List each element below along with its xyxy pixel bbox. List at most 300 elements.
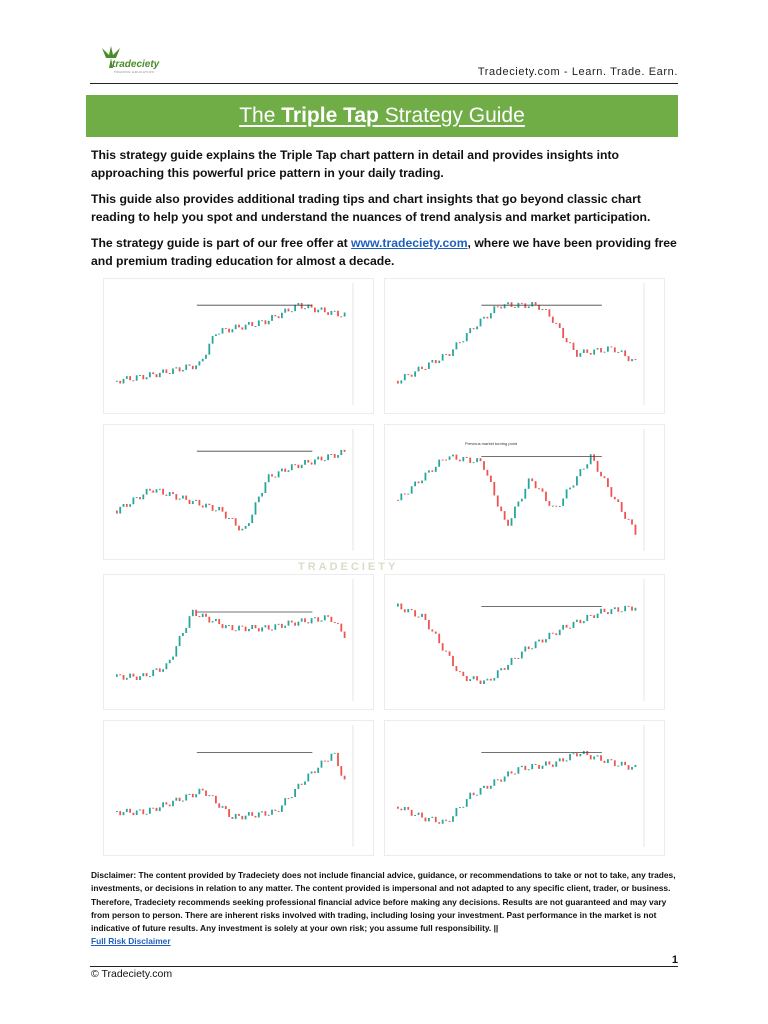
candle xyxy=(418,813,420,815)
candle xyxy=(218,619,220,624)
candle xyxy=(175,494,177,500)
intro-paragraph-2: This guide also provides additional trading tips and chart insights that go beyond classic chart reading to help you spot and understand the nuances of trend analysis and market participation. xyxy=(91,192,651,224)
candle xyxy=(189,500,191,504)
candle xyxy=(159,373,161,377)
candle xyxy=(337,455,339,458)
candle xyxy=(469,458,471,463)
candle xyxy=(483,786,485,788)
candle xyxy=(222,806,224,808)
candle xyxy=(294,464,296,465)
candle xyxy=(456,808,458,816)
candle xyxy=(524,303,526,308)
candle xyxy=(119,507,121,514)
candle xyxy=(569,754,571,760)
chart-example-8-candles xyxy=(385,721,665,856)
candle xyxy=(421,813,423,818)
candle xyxy=(235,325,237,330)
candle xyxy=(212,621,214,622)
candle xyxy=(631,607,633,611)
candle xyxy=(459,460,461,462)
candle xyxy=(397,381,399,384)
candle xyxy=(307,622,309,623)
candle xyxy=(449,354,451,356)
candle xyxy=(133,674,135,677)
candle xyxy=(278,624,280,625)
candle xyxy=(593,350,595,355)
candle xyxy=(265,811,267,815)
candle xyxy=(414,815,416,816)
candle xyxy=(586,349,588,353)
candle xyxy=(222,507,224,512)
candle xyxy=(493,779,495,786)
candle xyxy=(261,811,263,812)
candle xyxy=(334,311,336,312)
candle xyxy=(400,809,402,811)
candle xyxy=(597,755,599,756)
candle xyxy=(139,809,141,810)
candle xyxy=(442,354,444,361)
candle xyxy=(314,308,316,313)
candle xyxy=(268,321,270,324)
candle xyxy=(411,375,413,377)
candle xyxy=(215,510,217,511)
candle xyxy=(175,646,177,656)
candle xyxy=(185,794,187,800)
candle xyxy=(610,346,612,347)
candle xyxy=(500,307,502,309)
candle xyxy=(189,794,191,795)
candle xyxy=(535,764,537,765)
candle xyxy=(466,457,468,458)
candle xyxy=(271,810,273,815)
chart-example-7 xyxy=(103,720,374,856)
candle xyxy=(511,771,513,773)
candle xyxy=(119,674,121,675)
candle xyxy=(583,349,585,353)
candle xyxy=(205,355,207,359)
candle xyxy=(129,674,131,678)
candle xyxy=(116,811,118,812)
candle xyxy=(311,463,313,465)
candle xyxy=(136,497,138,498)
candle xyxy=(225,625,227,628)
candle xyxy=(169,373,171,374)
candle xyxy=(261,320,263,321)
candle xyxy=(404,609,406,612)
candle xyxy=(514,507,516,519)
candle xyxy=(228,329,230,333)
candle xyxy=(301,465,303,468)
candle xyxy=(569,628,571,629)
candle xyxy=(304,618,306,622)
candle xyxy=(576,753,578,756)
page-header xyxy=(90,44,678,84)
candle xyxy=(562,758,564,761)
candle xyxy=(298,465,300,469)
candle xyxy=(208,504,210,505)
candle xyxy=(334,753,336,754)
candle xyxy=(129,504,131,507)
candle xyxy=(552,765,554,767)
candle xyxy=(490,786,492,789)
candle xyxy=(169,660,171,664)
candle xyxy=(182,633,184,636)
candle xyxy=(298,622,300,626)
candle xyxy=(251,515,253,524)
candle xyxy=(159,489,161,490)
candle xyxy=(199,789,201,794)
candle xyxy=(166,663,168,669)
candle xyxy=(126,809,128,812)
candle xyxy=(555,633,557,635)
candle xyxy=(590,615,592,616)
candle xyxy=(311,771,313,773)
candle xyxy=(126,678,128,680)
candle xyxy=(528,769,530,770)
candle xyxy=(215,619,217,621)
chart-example-2-candles xyxy=(385,279,665,414)
candle xyxy=(314,617,316,618)
chart-example-5-candles xyxy=(104,575,374,710)
candle xyxy=(404,374,406,380)
candle xyxy=(438,460,440,467)
candle xyxy=(288,621,290,626)
candle xyxy=(274,315,276,316)
candle xyxy=(476,795,478,796)
candle xyxy=(241,626,243,627)
header-tagline: Tradeciety.com - Learn. Trade. Earn. xyxy=(477,66,678,78)
candle xyxy=(452,455,454,457)
candle xyxy=(324,615,326,620)
candle xyxy=(600,755,602,761)
candle xyxy=(428,363,430,370)
candle xyxy=(631,519,633,524)
risk-disclaimer: Disclaimer: The content provided by Tradeciety does not include financial advice, guidance, or recommendations to take or not to take, any trades, investments, or decisions in relation to any matter. The content provided is impersonal and not adapted to any specific client, trader, or business. Therefore, Tradeciety recommends seeking professional financial advice before making any decisions. Results are not guaranteed and may vary from person to person. There are inherent risks involved with trading, including losing your investment. Past performance in the market is not indicative of future results. Any investment is solely at your own risk; you assume full responsibility. || Full Risk Disclaimer xyxy=(91,870,676,947)
candle xyxy=(414,371,416,376)
candle xyxy=(507,302,509,304)
candle xyxy=(248,322,250,325)
candle xyxy=(321,457,323,461)
candle xyxy=(136,677,138,680)
chart-example-6-candles xyxy=(385,575,665,710)
candle xyxy=(538,640,540,642)
candle xyxy=(628,765,630,770)
candle xyxy=(146,673,148,676)
candle xyxy=(600,472,602,477)
candle xyxy=(268,815,270,816)
candle xyxy=(212,795,214,796)
candle xyxy=(524,646,526,651)
chart-example-8 xyxy=(384,720,665,856)
candle xyxy=(301,784,303,785)
candle xyxy=(284,469,286,472)
candle xyxy=(321,307,323,309)
candle xyxy=(604,761,606,763)
candle xyxy=(281,805,283,812)
candle xyxy=(504,511,506,520)
candle xyxy=(435,467,437,472)
candle xyxy=(480,788,482,795)
candle xyxy=(524,766,526,770)
candle xyxy=(518,658,520,659)
candle xyxy=(614,347,616,352)
candle xyxy=(407,494,409,495)
candle xyxy=(294,305,296,311)
candle xyxy=(166,802,168,804)
candle xyxy=(156,668,158,669)
candle xyxy=(241,327,243,329)
candle xyxy=(421,614,423,617)
candle xyxy=(487,470,489,476)
candle xyxy=(307,460,309,463)
candle xyxy=(175,798,177,801)
chart-example-3 xyxy=(103,424,374,560)
candle xyxy=(624,512,626,519)
candle xyxy=(449,821,451,822)
candle xyxy=(511,658,513,665)
candle xyxy=(480,681,482,684)
candle xyxy=(258,320,260,326)
candle xyxy=(490,313,492,318)
logo-name: tradeciety xyxy=(112,59,160,70)
candle xyxy=(340,624,342,632)
candle xyxy=(542,488,544,491)
candle xyxy=(535,641,537,648)
candle xyxy=(235,814,237,819)
candle xyxy=(621,611,623,612)
candle xyxy=(235,518,237,525)
candle xyxy=(590,454,592,464)
candle xyxy=(431,629,433,631)
candle xyxy=(573,753,575,754)
candle xyxy=(149,676,151,677)
candle xyxy=(195,610,197,616)
intro-paragraph-3: The strategy guide is part of our free offer at www.tradeciety.com, where we have been providing free and premium trading education for almost a decade. xyxy=(91,236,677,268)
candle xyxy=(542,766,544,769)
candle xyxy=(514,774,516,775)
candle xyxy=(146,489,148,495)
candle xyxy=(321,761,323,768)
candle xyxy=(507,771,509,776)
candle xyxy=(459,807,461,808)
candle xyxy=(438,634,440,643)
candle xyxy=(205,790,207,795)
chart-example-7-candles xyxy=(104,721,374,856)
candle xyxy=(621,502,623,512)
candle xyxy=(462,341,464,342)
chart-annotation: Previous market turning point xyxy=(465,441,518,446)
candle xyxy=(255,326,257,327)
candle xyxy=(304,460,306,465)
candle xyxy=(265,625,267,627)
candle xyxy=(139,375,141,376)
candle xyxy=(528,478,530,488)
candle xyxy=(172,657,174,660)
candle xyxy=(535,302,537,305)
candle xyxy=(271,630,273,631)
candle xyxy=(531,478,533,481)
candle xyxy=(182,370,184,372)
candle xyxy=(321,620,323,621)
full-risk-disclaimer-link[interactable]: Full Risk Disclaimer xyxy=(91,936,171,947)
candle xyxy=(288,309,290,312)
candle xyxy=(521,303,523,304)
candle xyxy=(604,476,606,478)
candle xyxy=(298,784,300,789)
candle xyxy=(493,306,495,313)
candle xyxy=(483,680,485,684)
candle xyxy=(555,761,557,766)
candle xyxy=(232,518,234,519)
candle xyxy=(445,820,447,821)
candle xyxy=(245,325,247,330)
candle xyxy=(195,500,197,501)
candle xyxy=(162,669,164,672)
candle xyxy=(291,464,293,470)
chart-example-2 xyxy=(384,278,665,414)
candle xyxy=(469,793,471,799)
candle xyxy=(600,348,602,352)
candle xyxy=(281,313,283,318)
candle xyxy=(552,633,554,634)
candle xyxy=(327,761,329,762)
candle xyxy=(497,779,499,780)
candle xyxy=(480,319,482,327)
candle xyxy=(291,797,293,798)
candle xyxy=(307,774,309,782)
candle xyxy=(142,809,144,814)
candle xyxy=(579,620,581,623)
candle xyxy=(573,343,575,350)
candle xyxy=(442,820,444,824)
candle xyxy=(159,807,161,811)
candle xyxy=(142,494,144,499)
candle xyxy=(438,822,440,824)
candle xyxy=(614,607,616,609)
candle xyxy=(614,760,616,766)
candle xyxy=(552,506,554,507)
candle xyxy=(281,469,283,472)
candle xyxy=(245,526,247,529)
candle xyxy=(548,501,550,506)
candle xyxy=(202,359,204,362)
candle xyxy=(317,617,319,621)
candle xyxy=(583,621,585,623)
candle xyxy=(552,317,554,323)
candle xyxy=(421,481,423,484)
candle xyxy=(621,350,623,352)
candle xyxy=(228,809,230,817)
copyright-text: © Tradeciety.com xyxy=(91,968,173,980)
tradeciety-link[interactable]: www.tradeciety.com xyxy=(351,236,468,250)
candle xyxy=(337,311,339,317)
candle xyxy=(146,377,148,379)
chart-example-3-candles xyxy=(104,425,374,560)
candle xyxy=(452,656,454,666)
candle xyxy=(566,489,568,498)
candle xyxy=(418,482,420,484)
candle xyxy=(324,460,326,461)
candle xyxy=(228,625,230,626)
candle xyxy=(265,320,267,324)
candle xyxy=(548,633,550,639)
candle xyxy=(288,798,290,799)
candle xyxy=(511,518,513,526)
candle xyxy=(268,474,270,482)
candle xyxy=(469,679,471,681)
candle xyxy=(258,497,260,503)
candle xyxy=(586,751,588,755)
candle xyxy=(528,646,530,649)
candle xyxy=(617,499,619,502)
candle xyxy=(459,342,461,343)
candle xyxy=(617,352,619,353)
candle xyxy=(202,614,204,617)
candle xyxy=(248,629,250,631)
candle xyxy=(428,470,430,472)
candle xyxy=(162,369,164,373)
candle xyxy=(212,505,214,511)
candle xyxy=(156,808,158,811)
watermark: TRADECIETY xyxy=(298,561,399,573)
candle xyxy=(397,500,399,501)
chart-example-4 xyxy=(384,424,665,560)
candle xyxy=(600,609,602,614)
candle xyxy=(152,491,154,493)
candle xyxy=(497,670,499,678)
candle xyxy=(261,627,263,631)
candle xyxy=(518,767,520,774)
candle xyxy=(548,761,550,764)
candle xyxy=(192,501,194,504)
candle xyxy=(172,801,174,806)
candle xyxy=(119,811,121,815)
candle xyxy=(418,617,420,618)
candle xyxy=(136,810,138,815)
candle xyxy=(116,674,118,676)
candle xyxy=(593,615,595,618)
candle xyxy=(431,360,433,362)
candle xyxy=(202,506,204,508)
candle xyxy=(490,476,492,482)
candle xyxy=(631,767,633,770)
candle xyxy=(604,352,606,353)
candle xyxy=(185,365,187,370)
candle xyxy=(435,817,437,822)
candle xyxy=(274,810,276,811)
candle xyxy=(189,365,191,366)
candle xyxy=(421,367,423,369)
candle xyxy=(624,350,626,356)
candle xyxy=(255,502,257,514)
candle xyxy=(179,636,181,646)
candle xyxy=(222,328,224,334)
candle xyxy=(215,796,217,804)
candle xyxy=(617,607,619,611)
candle xyxy=(431,470,433,472)
candle xyxy=(192,366,194,369)
candle xyxy=(445,460,447,461)
candle xyxy=(208,344,210,355)
candle xyxy=(298,303,300,305)
candle xyxy=(593,756,595,759)
candle xyxy=(500,668,502,670)
candle xyxy=(545,761,547,765)
page-title: The Triple Tap Strategy Guide xyxy=(239,104,525,127)
candle xyxy=(136,375,138,380)
candle xyxy=(635,608,637,611)
candle xyxy=(331,454,333,455)
